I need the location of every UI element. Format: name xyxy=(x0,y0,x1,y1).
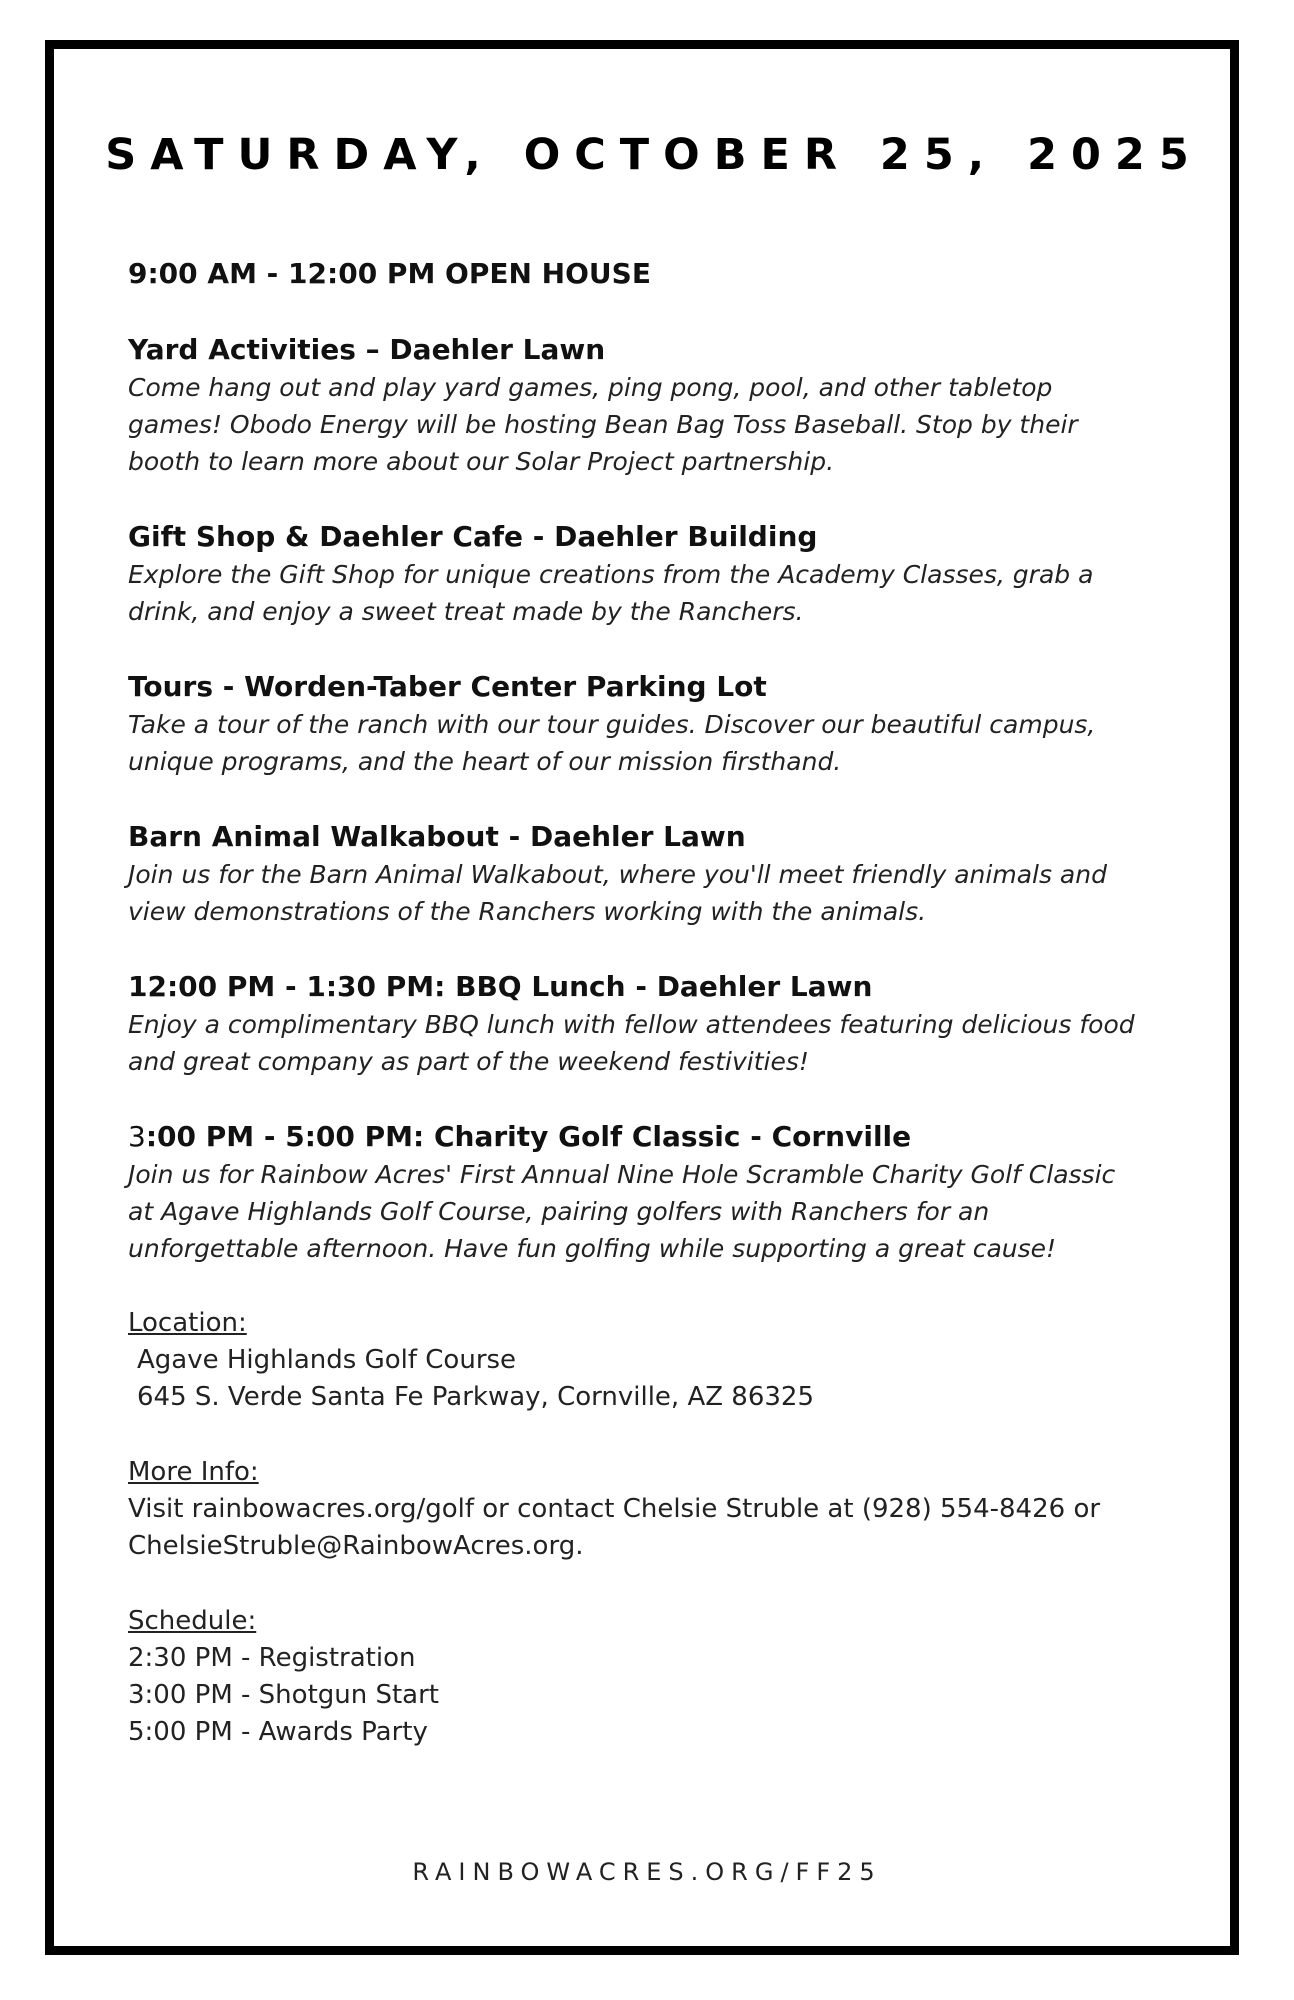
event-bbq-lunch xyxy=(128,968,1148,1080)
event-description: Come hang out and play yard games, ping pong, pool, and other tabletop games! Obodo Energy will be hosting Bean Bag Toss Baseball. Stop by their booth to learn more about our Solar Project partnership. xyxy=(128,373,1078,476)
event-barn-walkabout xyxy=(128,818,1148,930)
event-golf-classic xyxy=(128,1118,1148,1267)
schedule-label: Schedule: xyxy=(128,1606,257,1636)
event-heading: Barn Animal Walkabout - Daehler Lawn xyxy=(128,820,746,853)
event-heading: Tours - Worden-Taber Center Parking Lot xyxy=(128,670,767,703)
event-description: Explore the Gift Shop for unique creations from the Academy Classes, grab a drink, and enjoy a sweet treat made by the Ranchers. xyxy=(128,560,1094,626)
event-description: Take a tour of the ranch with our tour guides. Discover our beautiful campus, unique programs, and the heart of our mission firsthand. xyxy=(128,710,1096,776)
schedule-section xyxy=(128,1603,1148,1751)
golf-heading-lead: 3 xyxy=(128,1120,146,1153)
footer-url: RAINBOWACRES.ORG/FF25 xyxy=(412,1858,882,1886)
event-yard-activities xyxy=(128,331,1148,480)
location-name: Agave Highlands Golf Course xyxy=(137,1345,517,1375)
event-description: Join us for the Barn Animal Walkabout, where you'll meet friendly animals and view demonstrations of the Ranchers working with the animals. xyxy=(128,860,1107,926)
event-gift-shop xyxy=(128,518,1148,630)
location-section xyxy=(128,1305,1148,1416)
schedule-item: 5:00 PM - Awards Party xyxy=(128,1717,428,1747)
event-content xyxy=(128,255,1148,1751)
more-info-text: Visit rainbowacres.org/golf or contact Chelsie Struble at (928) 554-8426 or ChelsieStruble@RainbowAcres.org. xyxy=(128,1494,1101,1561)
location-label: Location: xyxy=(128,1308,247,1338)
event-heading: Yard Activities – Daehler Lawn xyxy=(128,333,606,366)
golf-heading-rest: :00 PM - 5:00 PM: Charity Golf Classic - Cornville xyxy=(145,1120,912,1153)
open-house-heading: 9:00 AM - 12:00 PM OPEN HOUSE xyxy=(128,257,651,290)
event-tours xyxy=(128,668,1148,780)
more-info-section xyxy=(128,1454,1148,1565)
page-title: SATURDAY, OCTOBER 25, 2025 xyxy=(105,130,1203,180)
schedule-item: 2:30 PM - Registration xyxy=(128,1643,416,1673)
event-description: Enjoy a complimentary BBQ lunch with fellow attendees featuring delicious food and great company as part of the weekend festivities! xyxy=(128,1010,1135,1076)
event-heading: Gift Shop & Daehler Cafe - Daehler Building xyxy=(128,520,818,553)
schedule-item: 3:00 PM - Shotgun Start xyxy=(128,1680,439,1710)
more-info-label: More Info: xyxy=(128,1457,259,1487)
event-heading: 12:00 PM - 1:30 PM: BBQ Lunch - Daehler Lawn xyxy=(128,970,873,1003)
event-description: Join us for Rainbow Acres' First Annual Nine Hole Scramble Charity Golf Classic at Agave Highlands Golf Course, pairing golfers with Ranchers for an unforgettable afternoon. Have fun golfing while supporting a great cause! xyxy=(128,1160,1116,1263)
event-heading xyxy=(128,1118,1148,1156)
location-address: 645 S. Verde Santa Fe Parkway, Cornville, AZ 86325 xyxy=(137,1382,815,1412)
